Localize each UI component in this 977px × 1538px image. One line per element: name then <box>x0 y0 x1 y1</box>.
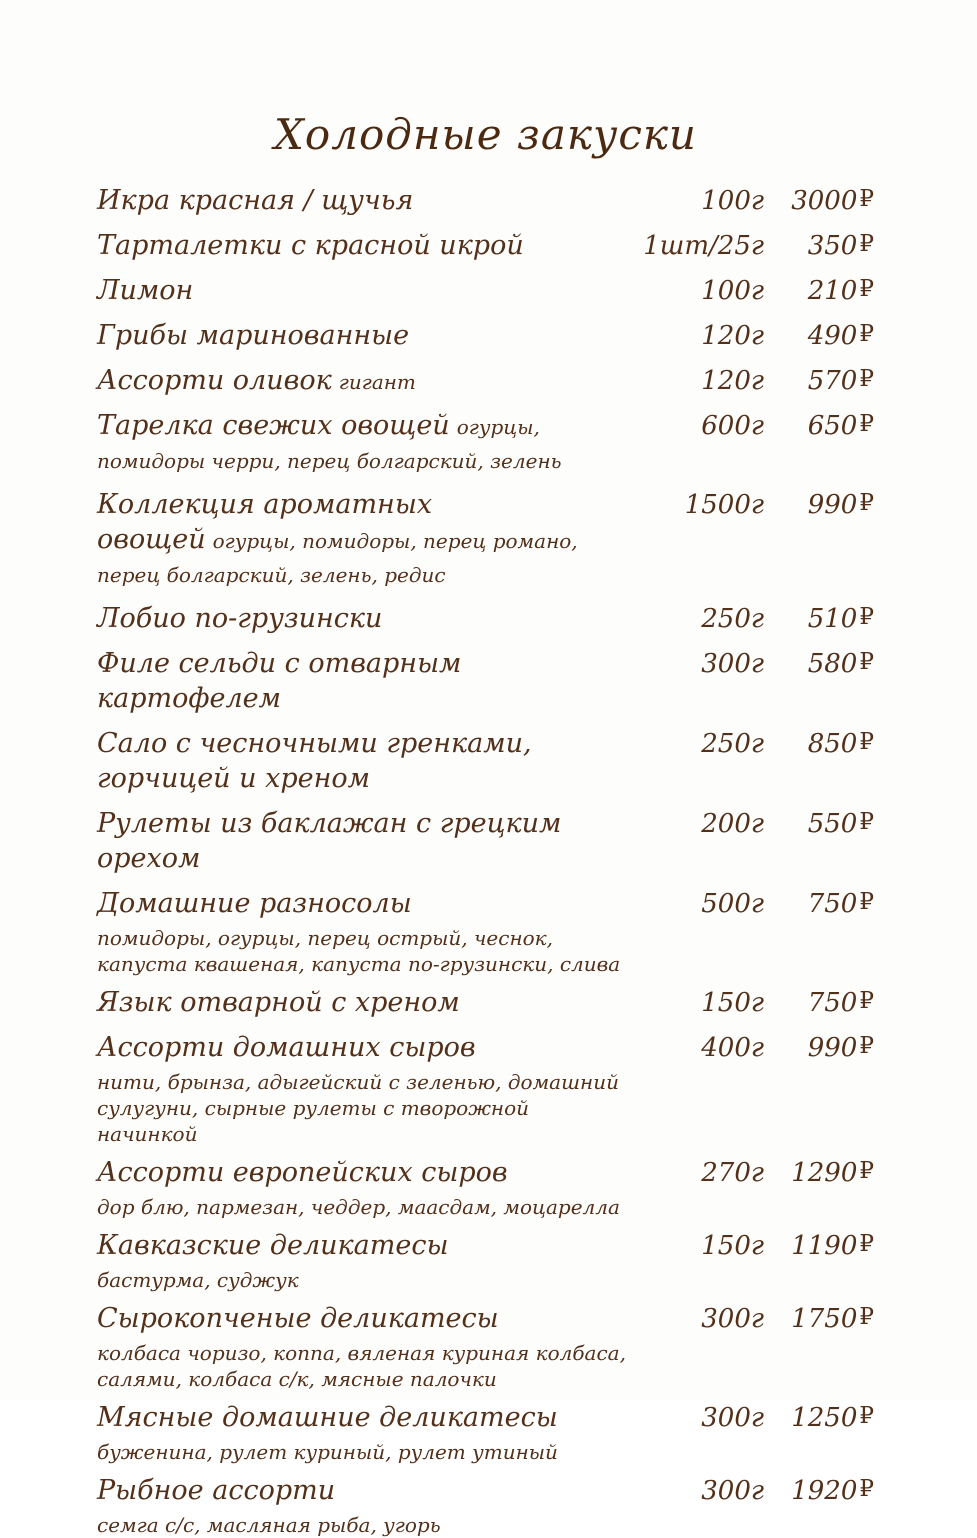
item-text-block <box>97 888 644 977</box>
item-price <box>764 365 874 398</box>
item-name: Ассорти домашних сыров <box>97 1032 476 1063</box>
item-price-value: 990 <box>807 1033 858 1063</box>
item-name-line <box>97 603 632 638</box>
ruble-sign: ₽ <box>859 276 874 302</box>
item-price <box>764 603 874 636</box>
item-weight: 250г <box>701 604 764 634</box>
item-price-value: 750 <box>807 889 858 919</box>
item-price-value: 350 <box>807 231 858 261</box>
item-text-block <box>97 1032 644 1147</box>
item-price-value: 1750 <box>791 1304 858 1334</box>
item-name-line <box>97 489 632 593</box>
item-name-line <box>97 275 632 310</box>
item-name: Язык отварной с хреном <box>97 987 460 1018</box>
item-weight: 300г <box>701 649 764 679</box>
ruble-sign: ₽ <box>859 809 874 835</box>
item-weight: 250г <box>701 729 764 759</box>
menu-item-row <box>97 185 874 220</box>
item-price <box>764 1230 874 1263</box>
item-name-line <box>97 1303 632 1338</box>
item-weight: 500г <box>701 889 764 919</box>
item-text-block <box>97 603 644 638</box>
ruble-sign: ₽ <box>859 1231 874 1257</box>
page-title: Холодные закуски <box>274 110 697 159</box>
item-name-line <box>97 1032 632 1067</box>
item-price-value: 650 <box>807 411 858 441</box>
item-weight: 100г <box>701 276 764 306</box>
item-price-value: 1290 <box>791 1158 858 1188</box>
item-price-value: 1190 <box>791 1231 858 1261</box>
menu-item-row <box>97 1402 874 1465</box>
item-name-line <box>97 808 632 878</box>
item-text-block <box>97 648 644 718</box>
ruble-sign: ₽ <box>859 889 874 915</box>
item-inline-description: гигант <box>338 370 416 394</box>
menu-item-row <box>97 1303 874 1392</box>
item-name-line <box>97 1475 632 1510</box>
menu-item-row <box>97 275 874 310</box>
item-price-value: 510 <box>807 604 858 634</box>
ruble-sign: ₽ <box>859 1476 874 1502</box>
ruble-sign: ₽ <box>859 231 874 257</box>
menu-item-row <box>97 888 874 977</box>
item-price <box>764 1475 874 1508</box>
item-name: Рыбное ассорти <box>97 1475 336 1506</box>
ruble-sign: ₽ <box>859 729 874 755</box>
item-inline-description: огурцы, помидоры черри, перец болгарский, зелень <box>97 415 562 473</box>
item-price <box>764 185 874 218</box>
item-description: буженина, рулет куриный, рулет утиный <box>97 1440 558 1464</box>
item-text-block <box>97 489 644 593</box>
item-text-block <box>97 410 644 479</box>
menu-item-row <box>97 808 874 878</box>
menu-item-row <box>97 987 874 1022</box>
item-name-line <box>97 1157 632 1192</box>
item-price-value: 580 <box>807 649 858 679</box>
ruble-sign: ₽ <box>859 1158 874 1184</box>
ruble-sign: ₽ <box>859 1304 874 1330</box>
item-price-value: 210 <box>807 276 858 306</box>
item-name: Домашние разносолы <box>97 888 412 919</box>
item-price <box>764 808 874 841</box>
item-price-value: 990 <box>807 490 858 520</box>
item-description: помидоры, огурцы, перец острый, чеснок, капуста квашеная, капуста по-грузински, слива <box>97 926 621 976</box>
item-weight: 150г <box>701 988 764 1018</box>
menu-item-row <box>97 365 874 400</box>
item-price-value: 1920 <box>791 1476 858 1506</box>
item-name-line <box>97 1402 632 1437</box>
item-price <box>764 489 874 522</box>
item-weight: 200г <box>701 809 764 839</box>
ruble-sign: ₽ <box>859 1033 874 1059</box>
item-name: Кавказские деликатесы <box>97 1230 449 1261</box>
item-price <box>764 230 874 263</box>
item-price <box>764 888 874 921</box>
menu-items-list <box>97 185 874 1538</box>
item-name-line <box>97 728 632 798</box>
item-name: Коллекция ароматных овощей <box>97 489 433 555</box>
item-weight: 1шт/25г <box>643 231 764 261</box>
menu-item-row <box>97 410 874 479</box>
item-price <box>764 728 874 761</box>
item-name: Икра красная / щучья <box>97 185 414 216</box>
item-name: Лимон <box>97 275 194 306</box>
item-name-line <box>97 230 631 265</box>
item-description: нити, брынза, адыгейский с зеленью, домашний сулугуни, сырные рулеты с творожной начинкой <box>97 1070 619 1146</box>
item-text-block <box>97 1157 644 1220</box>
menu-item-row <box>97 230 874 265</box>
item-name-line <box>97 1230 632 1265</box>
item-price <box>764 1032 874 1065</box>
item-price-value: 490 <box>807 321 858 351</box>
item-name: Сырокопченые деликатесы <box>97 1303 499 1334</box>
item-name: Грибы маринованные <box>97 320 410 351</box>
ruble-sign: ₽ <box>859 1403 874 1429</box>
item-weight: 150г <box>701 1231 764 1261</box>
item-text-block <box>97 275 644 310</box>
ruble-sign: ₽ <box>859 366 874 392</box>
item-name-line <box>97 365 632 400</box>
menu-item-row <box>97 648 874 718</box>
item-inline-description: огурцы, помидоры, перец романо, перец болгарский, зелень, редис <box>97 529 578 587</box>
item-price <box>764 648 874 681</box>
menu-item-row <box>97 603 874 638</box>
item-weight: 600г <box>701 411 764 441</box>
item-text-block <box>97 1402 644 1465</box>
item-text-block <box>97 230 643 265</box>
item-price <box>764 1402 874 1435</box>
item-name-line <box>97 888 632 923</box>
item-price-value: 1250 <box>791 1403 858 1433</box>
item-name-line <box>97 185 632 220</box>
item-weight: 120г <box>701 321 764 351</box>
item-weight: 300г <box>701 1403 764 1433</box>
menu-item-row <box>97 1157 874 1220</box>
item-price <box>764 275 874 308</box>
item-text-block <box>97 1303 644 1392</box>
menu-item-row <box>97 1230 874 1293</box>
item-weight: 270г <box>701 1158 764 1188</box>
item-description: бастурма, суджук <box>97 1268 299 1292</box>
item-name-line <box>97 648 632 718</box>
ruble-sign: ₽ <box>859 411 874 437</box>
item-name: Лобио по-грузински <box>97 603 383 634</box>
item-name: Рулеты из баклажан с грецким орехом <box>97 808 562 874</box>
item-text-block <box>97 808 644 878</box>
item-text-block <box>97 320 644 355</box>
item-price <box>764 987 874 1020</box>
item-text-block <box>97 1230 644 1293</box>
item-name: Филе сельди с отварным картофелем <box>97 648 462 714</box>
item-description: семга с/с, масляная рыба, угорь <box>97 1513 441 1537</box>
item-weight: 300г <box>701 1476 764 1506</box>
ruble-sign: ₽ <box>859 490 874 516</box>
item-weight: 100г <box>701 186 764 216</box>
item-name: Мясные домашние деликатесы <box>97 1402 558 1433</box>
item-price <box>764 410 874 443</box>
item-price <box>764 320 874 353</box>
item-price <box>764 1157 874 1190</box>
item-description: колбаса чоризо, коппа, вяленая куриная колбаса, салями, колбаса с/к, мясные палочки <box>97 1341 626 1391</box>
item-text-block <box>97 1475 644 1538</box>
item-weight: 300г <box>701 1304 764 1334</box>
item-name-line <box>97 410 632 479</box>
item-name: Ассорти европейских сыров <box>97 1157 508 1188</box>
menu-item-row <box>97 489 874 593</box>
item-text-block <box>97 185 644 220</box>
item-price-value: 570 <box>807 366 858 396</box>
item-price <box>764 1303 874 1336</box>
item-text-block <box>97 365 644 400</box>
menu-item-row <box>97 1475 874 1538</box>
item-name: Тарелка свежих овощей <box>97 410 450 441</box>
item-name: Ассорти оливок <box>97 365 332 396</box>
item-text-block <box>97 987 644 1022</box>
ruble-sign: ₽ <box>859 186 874 212</box>
item-price-value: 850 <box>807 729 858 759</box>
ruble-sign: ₽ <box>859 604 874 630</box>
menu-item-row <box>97 320 874 355</box>
item-name-line <box>97 320 632 355</box>
item-weight: 400г <box>701 1033 764 1063</box>
item-price-value: 750 <box>807 988 858 1018</box>
item-name-line <box>97 987 632 1022</box>
item-description: дор блю, пармезан, чеддер, маасдам, моцарелла <box>97 1195 620 1219</box>
item-price-value: 3000 <box>791 186 858 216</box>
menu-item-row <box>97 1032 874 1147</box>
ruble-sign: ₽ <box>859 649 874 675</box>
item-weight: 1500г <box>684 490 764 520</box>
ruble-sign: ₽ <box>859 988 874 1014</box>
item-text-block <box>97 728 644 798</box>
ruble-sign: ₽ <box>859 321 874 347</box>
item-name: Тарталетки с красной икрой <box>97 230 524 261</box>
item-weight: 120г <box>701 366 764 396</box>
item-name: Сало с чесночными гренками, горчицей и хреном <box>97 728 532 794</box>
menu-item-row <box>97 728 874 798</box>
item-price-value: 550 <box>807 809 858 839</box>
